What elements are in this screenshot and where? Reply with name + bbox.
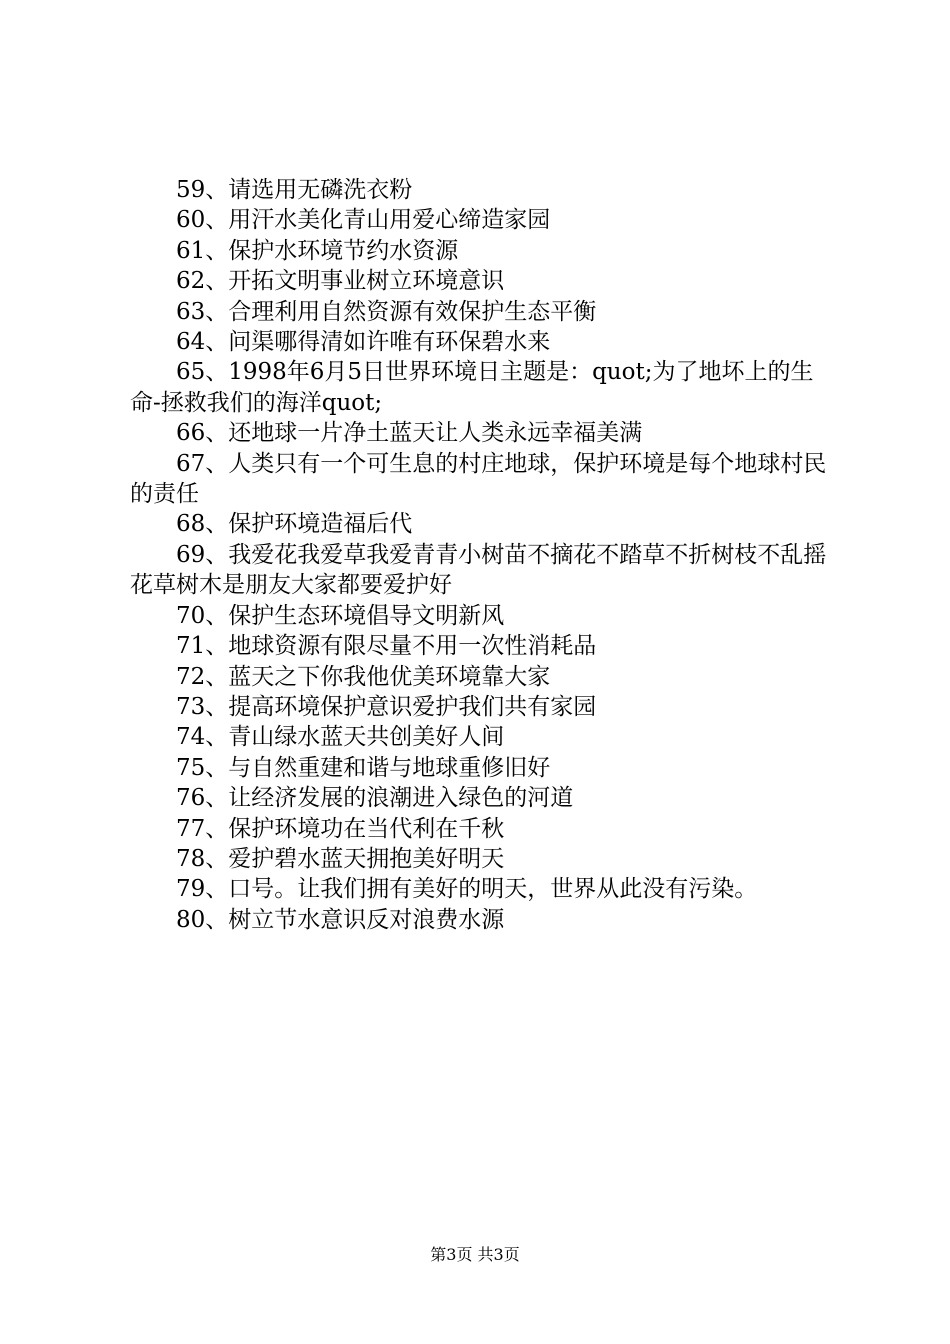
slogan-item: 64、问渠哪得清如许唯有环保碧水来 xyxy=(176,329,551,356)
slogan-item: 77、保护环境功在当代利在千秋 xyxy=(176,815,505,842)
slogan-item: 75、与自然重建和谐与地球重修旧好 xyxy=(176,754,551,781)
slogan-item: 62、开拓文明事业树立环境意识 xyxy=(176,268,505,295)
slogan-item: 69、我爱花我爱草我爱青青小树苗不摘花不踏草不折树枝不乱摇花草树木是朋友大家都要爱护好 xyxy=(130,541,827,599)
slogan-item: 80、树立节水意识反对浪费水源 xyxy=(176,906,505,933)
slogan-item: 63、合理利用自然资源有效保护生态平衡 xyxy=(176,298,597,325)
slogan-item: 74、青山绿水蓝天共创美好人间 xyxy=(176,724,505,751)
slogan-item: 61、保护水环境节约水资源 xyxy=(176,237,459,264)
slogan-item: 76、让经济发展的浪潮进入绿色的河道 xyxy=(176,785,574,812)
slogan-item: 71、地球资源有限尽量不用一次性消耗品 xyxy=(176,633,597,660)
slogan-item: 65、1998年6月5日世界环境日主题是：quot;为了地坏上的生命-拯救我们的海洋quot; xyxy=(130,359,814,416)
slogan-item: 59、请选用无磷洗衣粉 xyxy=(176,177,413,203)
slogan-item: 72、蓝天之下你我他优美环境靠大家 xyxy=(176,663,551,690)
slogan-item: 66、还地球一片净土蓝天让人类永远幸福美满 xyxy=(176,420,643,447)
slogan-item: 70、保护生态环境倡导文明新风 xyxy=(176,602,505,629)
slogan-item: 73、提高环境保护意识爱护我们共有家园 xyxy=(176,693,597,720)
slogan-item: 68、保护环境造福后代 xyxy=(176,511,413,538)
slogan-item: 79、口号。让我们拥有美好的明天，世界从此没有污染。 xyxy=(176,876,758,903)
page-footer xyxy=(0,1245,950,1265)
slogan-item: 67、人类只有一个可生息的村庄地球，保护环境是每个地球村民的责任 xyxy=(130,450,827,508)
page-number: 第3页 共3页 xyxy=(430,1245,520,1264)
document-body xyxy=(130,175,832,935)
slogan-item: 78、爱护碧水蓝天拥抱美好明天 xyxy=(176,845,505,872)
slogan-item: 60、用汗水美化青山用爱心缔造家园 xyxy=(176,207,551,234)
